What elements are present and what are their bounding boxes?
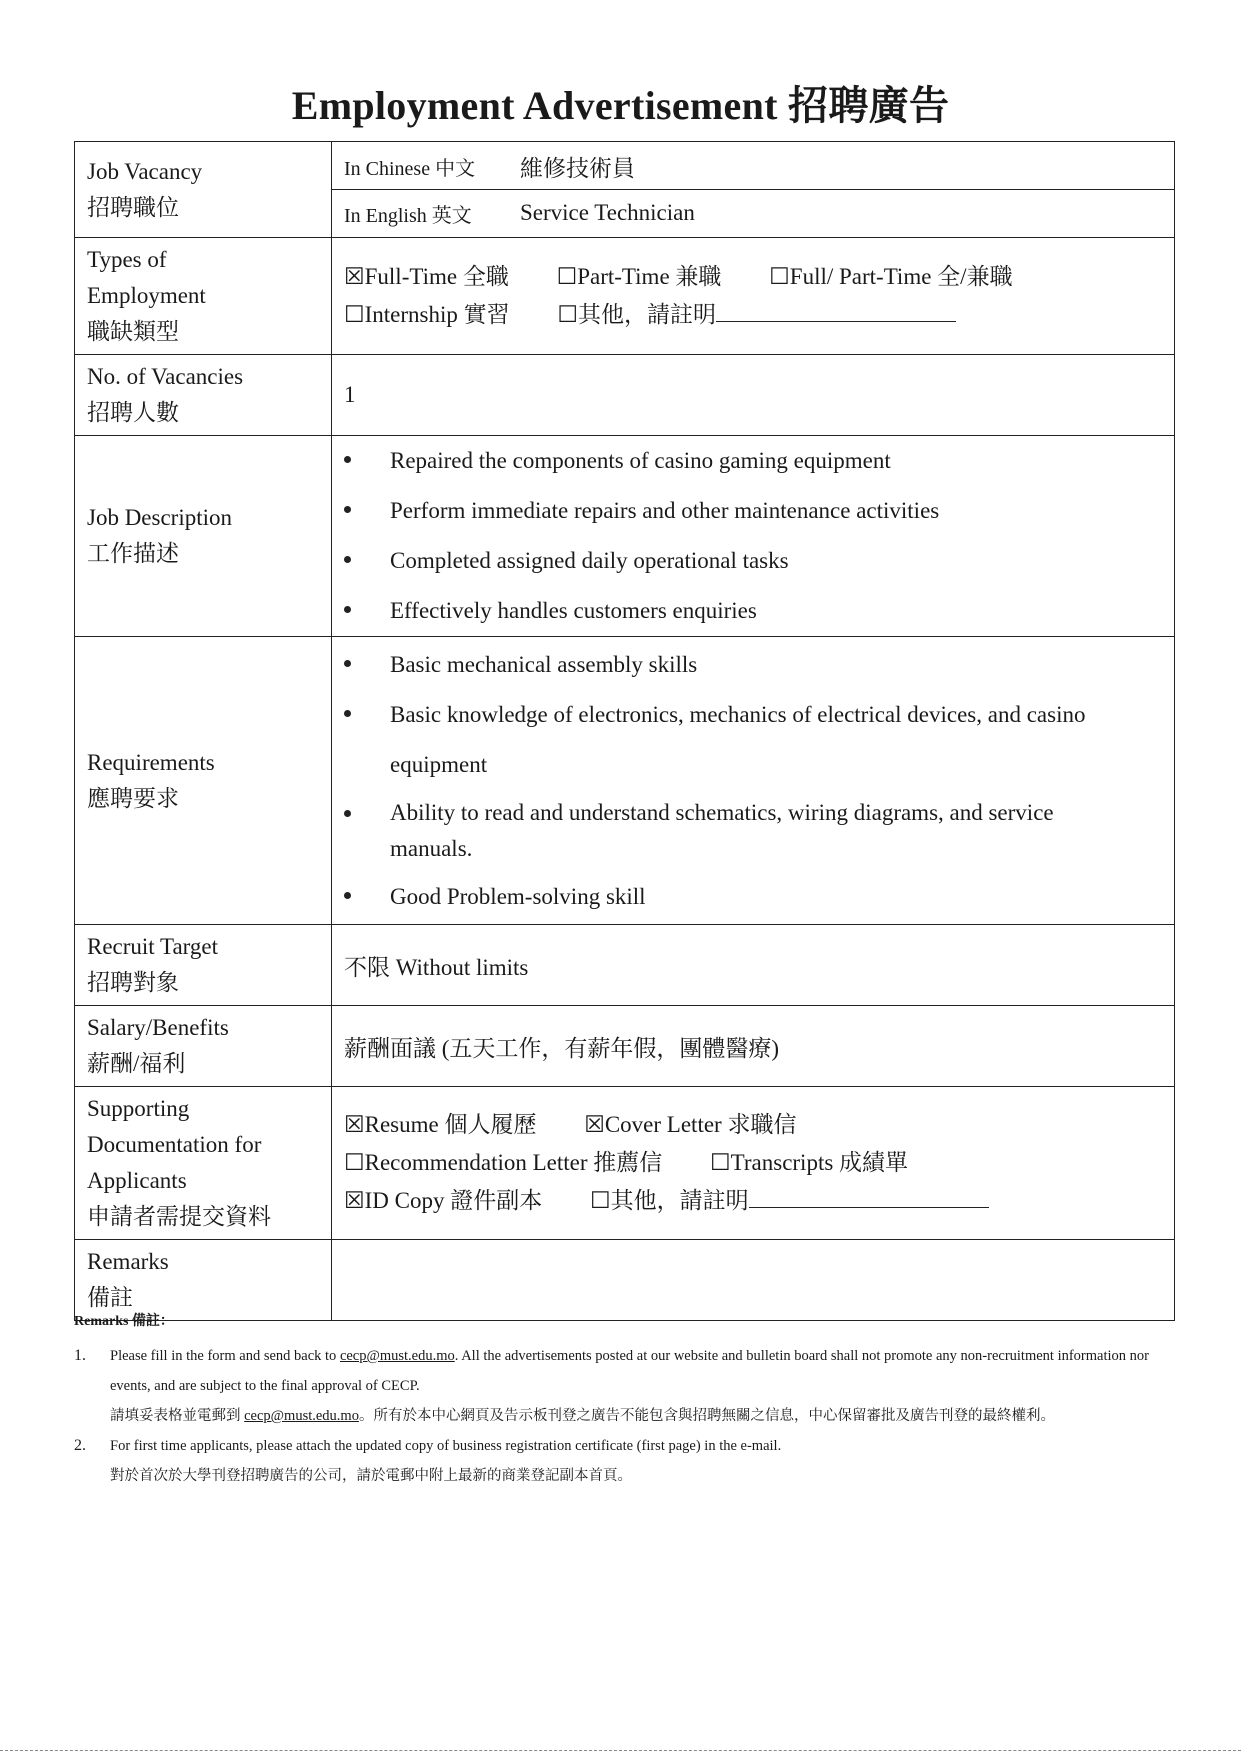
recruit-target-label (75, 925, 332, 1006)
other-document-checkbox[interactable]: ☐其他，請註明 (589, 1188, 749, 1213)
salary-value: 薪酬面議 (五天工作，有薪年假，團體醫療) (332, 1006, 1175, 1087)
email-link-zh[interactable]: cecp@must.edu.mo (244, 1408, 359, 1424)
bottom-divider (0, 1750, 1241, 1751)
employment-type-options (332, 238, 1175, 355)
salary-label-en: Salary/Benefits (87, 1015, 229, 1040)
vacancies-label-en: No. of Vacancies (87, 364, 244, 389)
requirement-line: Basic knowledge of electronics, mechanics of electrical devices, and casino (390, 701, 1086, 727)
footnote-1-en-post: . All the advertisements posted at our website and bulletin board shall not promote any non-recruitment information nor events, and are subject to the final approval of CECP. (110, 1348, 1149, 1394)
footnotes-heading: Remarks 備註： (74, 1314, 174, 1329)
transcripts-checkbox[interactable]: ☐Transcripts 成績單 (710, 1150, 909, 1175)
requirements-label (75, 637, 332, 925)
full-time-checkbox[interactable]: ☒Full-Time 全職 (344, 264, 509, 289)
chinese-title-key: In Chinese 中文 (344, 157, 476, 180)
job-description-list-cell (332, 436, 1175, 637)
vacancies-label-zh: 招聘人數 (87, 400, 179, 425)
resume-checkbox[interactable]: ☒Resume 個人履歷 (344, 1112, 537, 1137)
recruit-target-label-en: Recruit Target (87, 934, 219, 959)
documents-label (75, 1087, 332, 1240)
email-link[interactable]: cecp@must.edu.mo (339, 1348, 455, 1364)
job-vacancy-label-zh: 招聘職位 (87, 194, 179, 220)
employment-form-table (74, 141, 1175, 1321)
full-part-time-checkbox[interactable]: ☐Full/ Part-Time 全/兼職 (769, 264, 1013, 289)
documents-label-en-3: Applicants (87, 1168, 187, 1193)
employment-type-row (75, 238, 1175, 355)
documents-label-zh: 申請者需提交資料 (87, 1204, 271, 1229)
footnote-1-zh-post: 。所有於本中心網頁及告示板刊登之廣告不能包含與招聘無關之信息，中心保留審批及廣告刊登的最終權利。 (358, 1408, 1055, 1424)
employment-type-label-zh: 職缺類型 (87, 319, 179, 344)
footnote-1-zh-pre: 請填妥表格並電郵到 (110, 1408, 245, 1424)
job-vacancy-values (332, 142, 1175, 238)
recruit-target-label-zh: 招聘對象 (87, 970, 179, 995)
cover-letter-checkbox[interactable]: ☒Cover Letter 求職信 (584, 1112, 797, 1137)
recruit-target-row (75, 925, 1175, 1006)
other-type-blank[interactable] (716, 301, 956, 322)
vacancies-label (75, 355, 332, 436)
footnote-2 (74, 1431, 1174, 1491)
requirement-item: Good Problem-solving skill (332, 872, 1174, 922)
footnote-1 (74, 1341, 1174, 1431)
footnote-2-zh: 對於首次於大學刊登招聘廣告的公司，請於電郵中附上最新的商業登記副本首頁。 (110, 1468, 632, 1484)
other-document-blank[interactable] (749, 1187, 989, 1208)
requirements-list (332, 640, 1174, 922)
salary-label-zh: 薪酬/福利 (87, 1051, 186, 1076)
job-vacancy-label (75, 142, 332, 238)
requirement-line: manuals. (390, 835, 473, 861)
part-time-checkbox[interactable]: ☐Part-Time 兼職 (556, 264, 722, 289)
id-copy-checkbox[interactable]: ☒ID Copy 證件副本 (344, 1188, 543, 1213)
chinese-title-row (332, 143, 1174, 190)
requirements-list-cell (332, 637, 1175, 925)
job-description-label-en: Job Description (87, 505, 233, 530)
documents-label-en-2: Documentation for (87, 1132, 262, 1157)
job-description-item: Perform immediate repairs and other maintenance activities (332, 486, 1174, 536)
internship-checkbox[interactable]: ☐Internship 實習 (344, 302, 510, 327)
english-title-key: In English 英文 (344, 204, 472, 227)
requirements-label-en: Requirements (87, 749, 215, 775)
documents-options (332, 1087, 1175, 1240)
footnote-number: 2. (74, 1437, 86, 1454)
job-description-label-zh: 工作描述 (87, 541, 179, 566)
vacancies-value: 1 (332, 355, 1175, 436)
job-description-label (75, 436, 332, 637)
job-description-row (75, 436, 1175, 637)
documents-row (75, 1087, 1175, 1240)
recruit-target-value: 不限 Without limits (332, 925, 1175, 1006)
remarks-label-en: Remarks (87, 1249, 169, 1274)
job-description-item: Completed assigned daily operational tasks (332, 536, 1174, 586)
footnote-1-en (110, 1341, 1174, 1401)
requirements-label-zh: 應聘要求 (87, 785, 179, 811)
job-description-list (332, 436, 1174, 636)
job-description-item: Repaired the components of casino gaming equipment (332, 436, 1174, 486)
salary-row (75, 1006, 1175, 1087)
other-type-checkbox[interactable]: ☐其他，請註明 (557, 302, 717, 327)
requirement-item (332, 690, 1174, 790)
english-title-row (332, 190, 1174, 236)
recommendation-checkbox[interactable]: ☐Recommendation Letter 推薦信 (344, 1150, 663, 1175)
requirement-line: equipment (390, 751, 488, 777)
job-vacancy-label-en: Job Vacancy (87, 158, 203, 184)
employment-type-label (75, 238, 332, 355)
footnotes (74, 1307, 1174, 1491)
vacancies-row (75, 355, 1175, 436)
job-description-item: Effectively handles customers enquiries (332, 586, 1174, 636)
footnote-1-zh (110, 1401, 1174, 1431)
documents-label-en-1: Supporting (87, 1096, 190, 1121)
requirement-line: Ability to read and understand schematics, wiring diagrams, and service (390, 799, 1054, 825)
footnote-number: 1. (74, 1347, 86, 1364)
salary-label (75, 1006, 332, 1087)
english-title-value: Service Technician (520, 200, 695, 225)
chinese-title-value: 維修技術員 (520, 155, 635, 181)
employment-type-label-en-1: Types of (87, 247, 167, 272)
requirement-item (332, 790, 1174, 872)
footnote-2-en: For first time applicants, please attach the updated copy of business registration certificate (first page) in the e-mail. (110, 1438, 782, 1454)
remarks-label-zh: 備註 (87, 1285, 133, 1310)
page-title: Employment Advertisement 招聘廣告 (291, 83, 950, 128)
employment-type-label-en-2: Employment (87, 283, 206, 308)
requirements-row (75, 637, 1175, 925)
requirement-item: Basic mechanical assembly skills (332, 640, 1174, 690)
footnote-1-en-pre: Please fill in the form and send back to (110, 1348, 340, 1364)
job-vacancy-row (75, 142, 1175, 238)
